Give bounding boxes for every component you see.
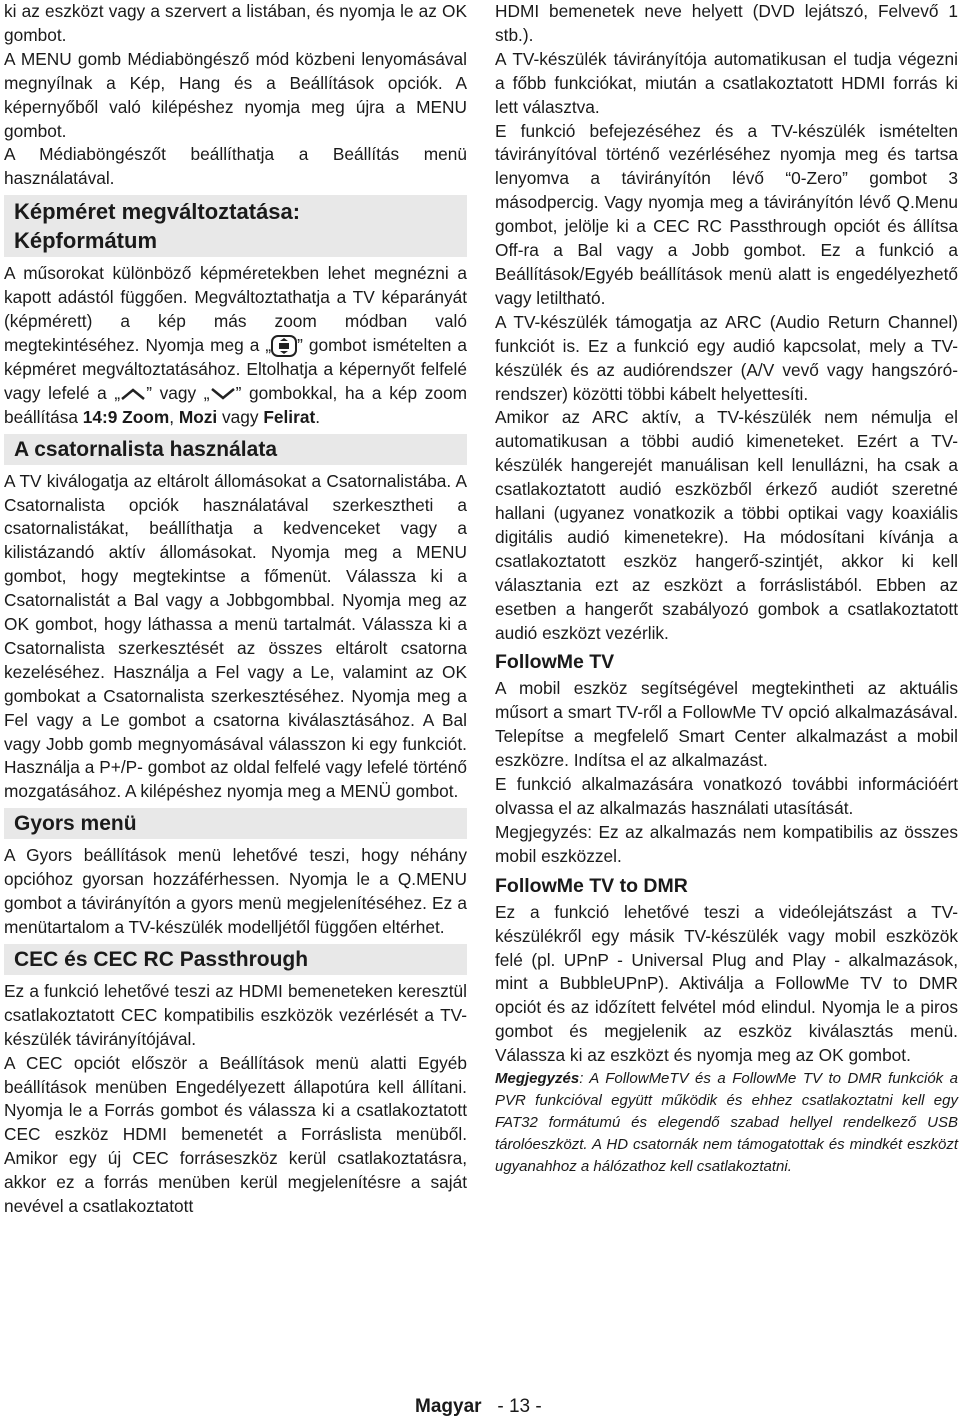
paragraph: HDMI bemenetek neve helyett (DVD lejátszó, Felvevő 1 stb.). bbox=[495, 1, 958, 45]
paragraph: Megjegyzés: Ez az alkalmazás nem kompatibilis az összes mobil eszközzel. bbox=[495, 821, 958, 866]
page-footer bbox=[415, 1395, 615, 1419]
text-segment: vagy bbox=[217, 406, 264, 427]
heading-line: Képméret megváltoztatása: bbox=[14, 199, 301, 225]
text-bold: Felirat bbox=[263, 406, 316, 427]
note-text: : A FollowMeTV és a FollowMe TV to DMR funkciók a PVR funkcióval együtt működik és ehhez csatlakoztatni kell egy FAT32 formátumú és elegendő szabad hellyel rendelkező USB tárolóeszközt. A HD csatornák nem támogatottak és mindkét eszközt ugyanahhoz a hálózathoz kell csatlakoztatni. bbox=[495, 1070, 958, 1176]
section-heading-followme: FollowMe TV bbox=[495, 651, 615, 674]
note-label: Megjegyzés bbox=[495, 1070, 580, 1088]
paragraph: A mobil eszköz segítségével megtekintheti az aktuális műsort a smart TV-ről a FollowMe TV opció alkalmazásával. Telepítse a megfelelő Smart Center alkalmazást a mobil eszközre. Indítsa el az alkalmazást. bbox=[495, 678, 958, 771]
paragraph: A TV-készülék távirányítója automatikusan el tudja végezni a főbb funkciókat, miután a csatlakoztatott HDMI forrás ki lett választva. bbox=[495, 48, 958, 117]
section-heading-picture-format bbox=[4, 195, 467, 257]
paragraph: A MENU gomb Médiaböngésző mód közbeni lenyomásával megnyílnak a Kép, Hang és a Beállítások opciók. A képernyőből való kilépéshez nyomja meg újra a MENU gombot. bbox=[4, 48, 467, 141]
paragraph: E funkció alkalmazására vonatkozó további információért olvassa el az alkalmazás használati utasítását. bbox=[495, 774, 958, 818]
text-segment: . bbox=[315, 406, 321, 427]
section-heading-followme-dmr: FollowMe TV to DMR bbox=[495, 874, 688, 897]
paragraph: E funkció befejezéséhez és a TV-készülék ismételten távirányítóval történő vezérléséhez nyomja meg és tartsa lenyomva a távirányítón lévő “0-Zero” gombot 3 másodpercig. Vagy nyomja meg a távirányítón lévő Q.Menu gombot, jelölje ki a CEC RC Passthrough opciót és állítsa Off-ra a Bal vagy a Jobb gombot. Ez a funkció a Beállítások/Egyéb beállítások menü alatt is engedélyezhető vagy letiltható. bbox=[495, 120, 958, 308]
left-column bbox=[4, 0, 467, 1219]
paragraph: A Médiaböngészőt beállíthatja a Beállítás menü használatával. bbox=[4, 144, 467, 189]
right-column bbox=[495, 0, 958, 1178]
text-segment: A műsorokat különböző képméretekben lehet megnézni a kapott adástól függően. Megváltoztathatja a TV képarányát (képmérett) a kép más zoom módban való megtekintéséhez. Nyomja meg a „ bbox=[4, 263, 467, 355]
section-heading-channel-list: A csatornalista használata bbox=[4, 434, 467, 465]
footer-language: Magyar bbox=[415, 1396, 482, 1417]
text-segment: ” gombot ismételten a képméret megváltoztatásához. Eltolhatja a képernyőt felfelé vagy lefelé a „ bbox=[4, 334, 468, 403]
text-bold: Mozi bbox=[178, 406, 218, 427]
chevron-up-icon bbox=[120, 387, 146, 401]
text-segment: ” vagy „ bbox=[146, 382, 210, 403]
text-segment: , bbox=[169, 406, 179, 427]
page-number: - 13 - bbox=[497, 1396, 542, 1417]
chevron-down-icon bbox=[210, 387, 236, 401]
picture-format-icon bbox=[271, 335, 297, 357]
text-segment: ” gombokkal, ha a kép zoom beállítása bbox=[4, 382, 467, 427]
note-block bbox=[495, 1068, 958, 1178]
paragraph-channel-list: A TV kiválogatja az eltárolt állomásokat a Csatornalistába. A Csatornalista opciók használatával szerkesztheti a csatornalistákat, beállíthatja a kedvenceket vagy a kilistázandó aktív állomásokat. Nyomja meg a MENU gombot, hogy megtekintse a főmenüt. Válassza ki a Csatornalistát a Bal vagy a Jobbgombbal. Nyomja meg az OK gombot, hogy láthassa a menü tartalmát. Válassza ki a Csatornalista szerkesztését az összes eltárolt csatorna kezeléséhez. Használja a Fel vagy a Le, valamint az OK gombokat a Csatornalista szerkesztéséhez. Nyomja meg a Fel vagy a Le gombot a csatorna kiválasztásához. A Bal vagy Jobb gomb megnyomásával válasszon ki egy funkciót. Használja a P+/P- gombot az oldal felfelé vagy lefelé történő mozgatásához. A kilépéshez nyomja meg a MENÜ gombot. bbox=[4, 470, 467, 802]
paragraph: ki az eszközt vagy a szervert a listában, és nyomja le az OK gombot. bbox=[4, 1, 467, 45]
paragraph-picture-format bbox=[4, 262, 467, 429]
section-heading-cec: CEC és CEC RC Passthrough bbox=[4, 944, 467, 975]
paragraph: A CEC opciót először a Beállítások menü alatti Egyéb beállítások menüben Engedélyezett állapotúra kell állítani. Nyomja le a Forrás gombot és válassza ki a csatlakoztatott CEC eszköz HDMI bemenetét a Forráslista menüből. Amikor egy új CEC forráseszköz kerül csatlakoztatásra, akkor ez a forrás menüben kerül megjelenítésre a saját nevével a csatlakoztatott bbox=[4, 1052, 467, 1217]
paragraph: Ez a funkció lehetővé teszi az HDMI bemeneteken keresztül csatlakoztatott CEC kompatibilis eszközök vezérlését a TV-készülék távirányítójával. bbox=[4, 980, 467, 1049]
paragraph: Amikor az ARC aktív, a TV-készülék nem némulja el automatikusan a többi audió kimeneteket. Ezért a TV-készülék hangerejét manuálisan kell lenullázni, ha csak a csatlakoztatott audió eszközből érkező audiót szeretné hallani (ugyanez vonatkozik a többi optikai vagy koaxiális digitális audió kimenetekre). Ha módosítani kívánja a csatlakoztatott eszköz hangerő-szintjét, akkor ki kell választania ezt az eszközt a forráslistából. Ebben az esetben a hangerőt szabályozó gombok a csatlakoztatott audió eszközt vezérlik. bbox=[495, 407, 958, 643]
paragraph: Ez a funkció lehetővé teszi a videólejátszást a TV-készülékről egy másik TV-készülék vagy mobil eszközök felé (pl. UPnP - Universal Plug and Play - alkalmazások, mint a BubbleUPnP). Aktiválja a FollowMe TV to DMR opciót és az időzített felvétel mód elindul. Nyomja le a piros gombot és megjelenik az eszköz kiválasztás menü. Válassza ki az eszközt és nyomja meg az OK gombot. bbox=[495, 901, 958, 1066]
heading-line: Képformátum bbox=[14, 228, 158, 254]
section-heading-quick-menu: Gyors menü bbox=[4, 808, 467, 839]
text-bold: 14:9 Zoom bbox=[82, 406, 170, 427]
paragraph: A TV-készülék támogatja az ARC (Audio Return Channel) funkciót is. Ez a funkció egy audió kapcsolat, mely a TV-készülék és az audiórendszer (A/V vevő vagy hangszóró-rendszer) közötti többi kábelt helyettesíti. bbox=[495, 311, 958, 404]
paragraph-quick-menu: A Gyors beállítások menü lehetővé teszi, hogy néhány opcióhoz gyorsan hozzáférhessen. Nyomja le a Q.MENU gombot a távirányítón a gyors menü megjelenítéséhez. Ez a menütartalom a TV-készülék modelljétől függően eltérhet. bbox=[4, 845, 467, 937]
